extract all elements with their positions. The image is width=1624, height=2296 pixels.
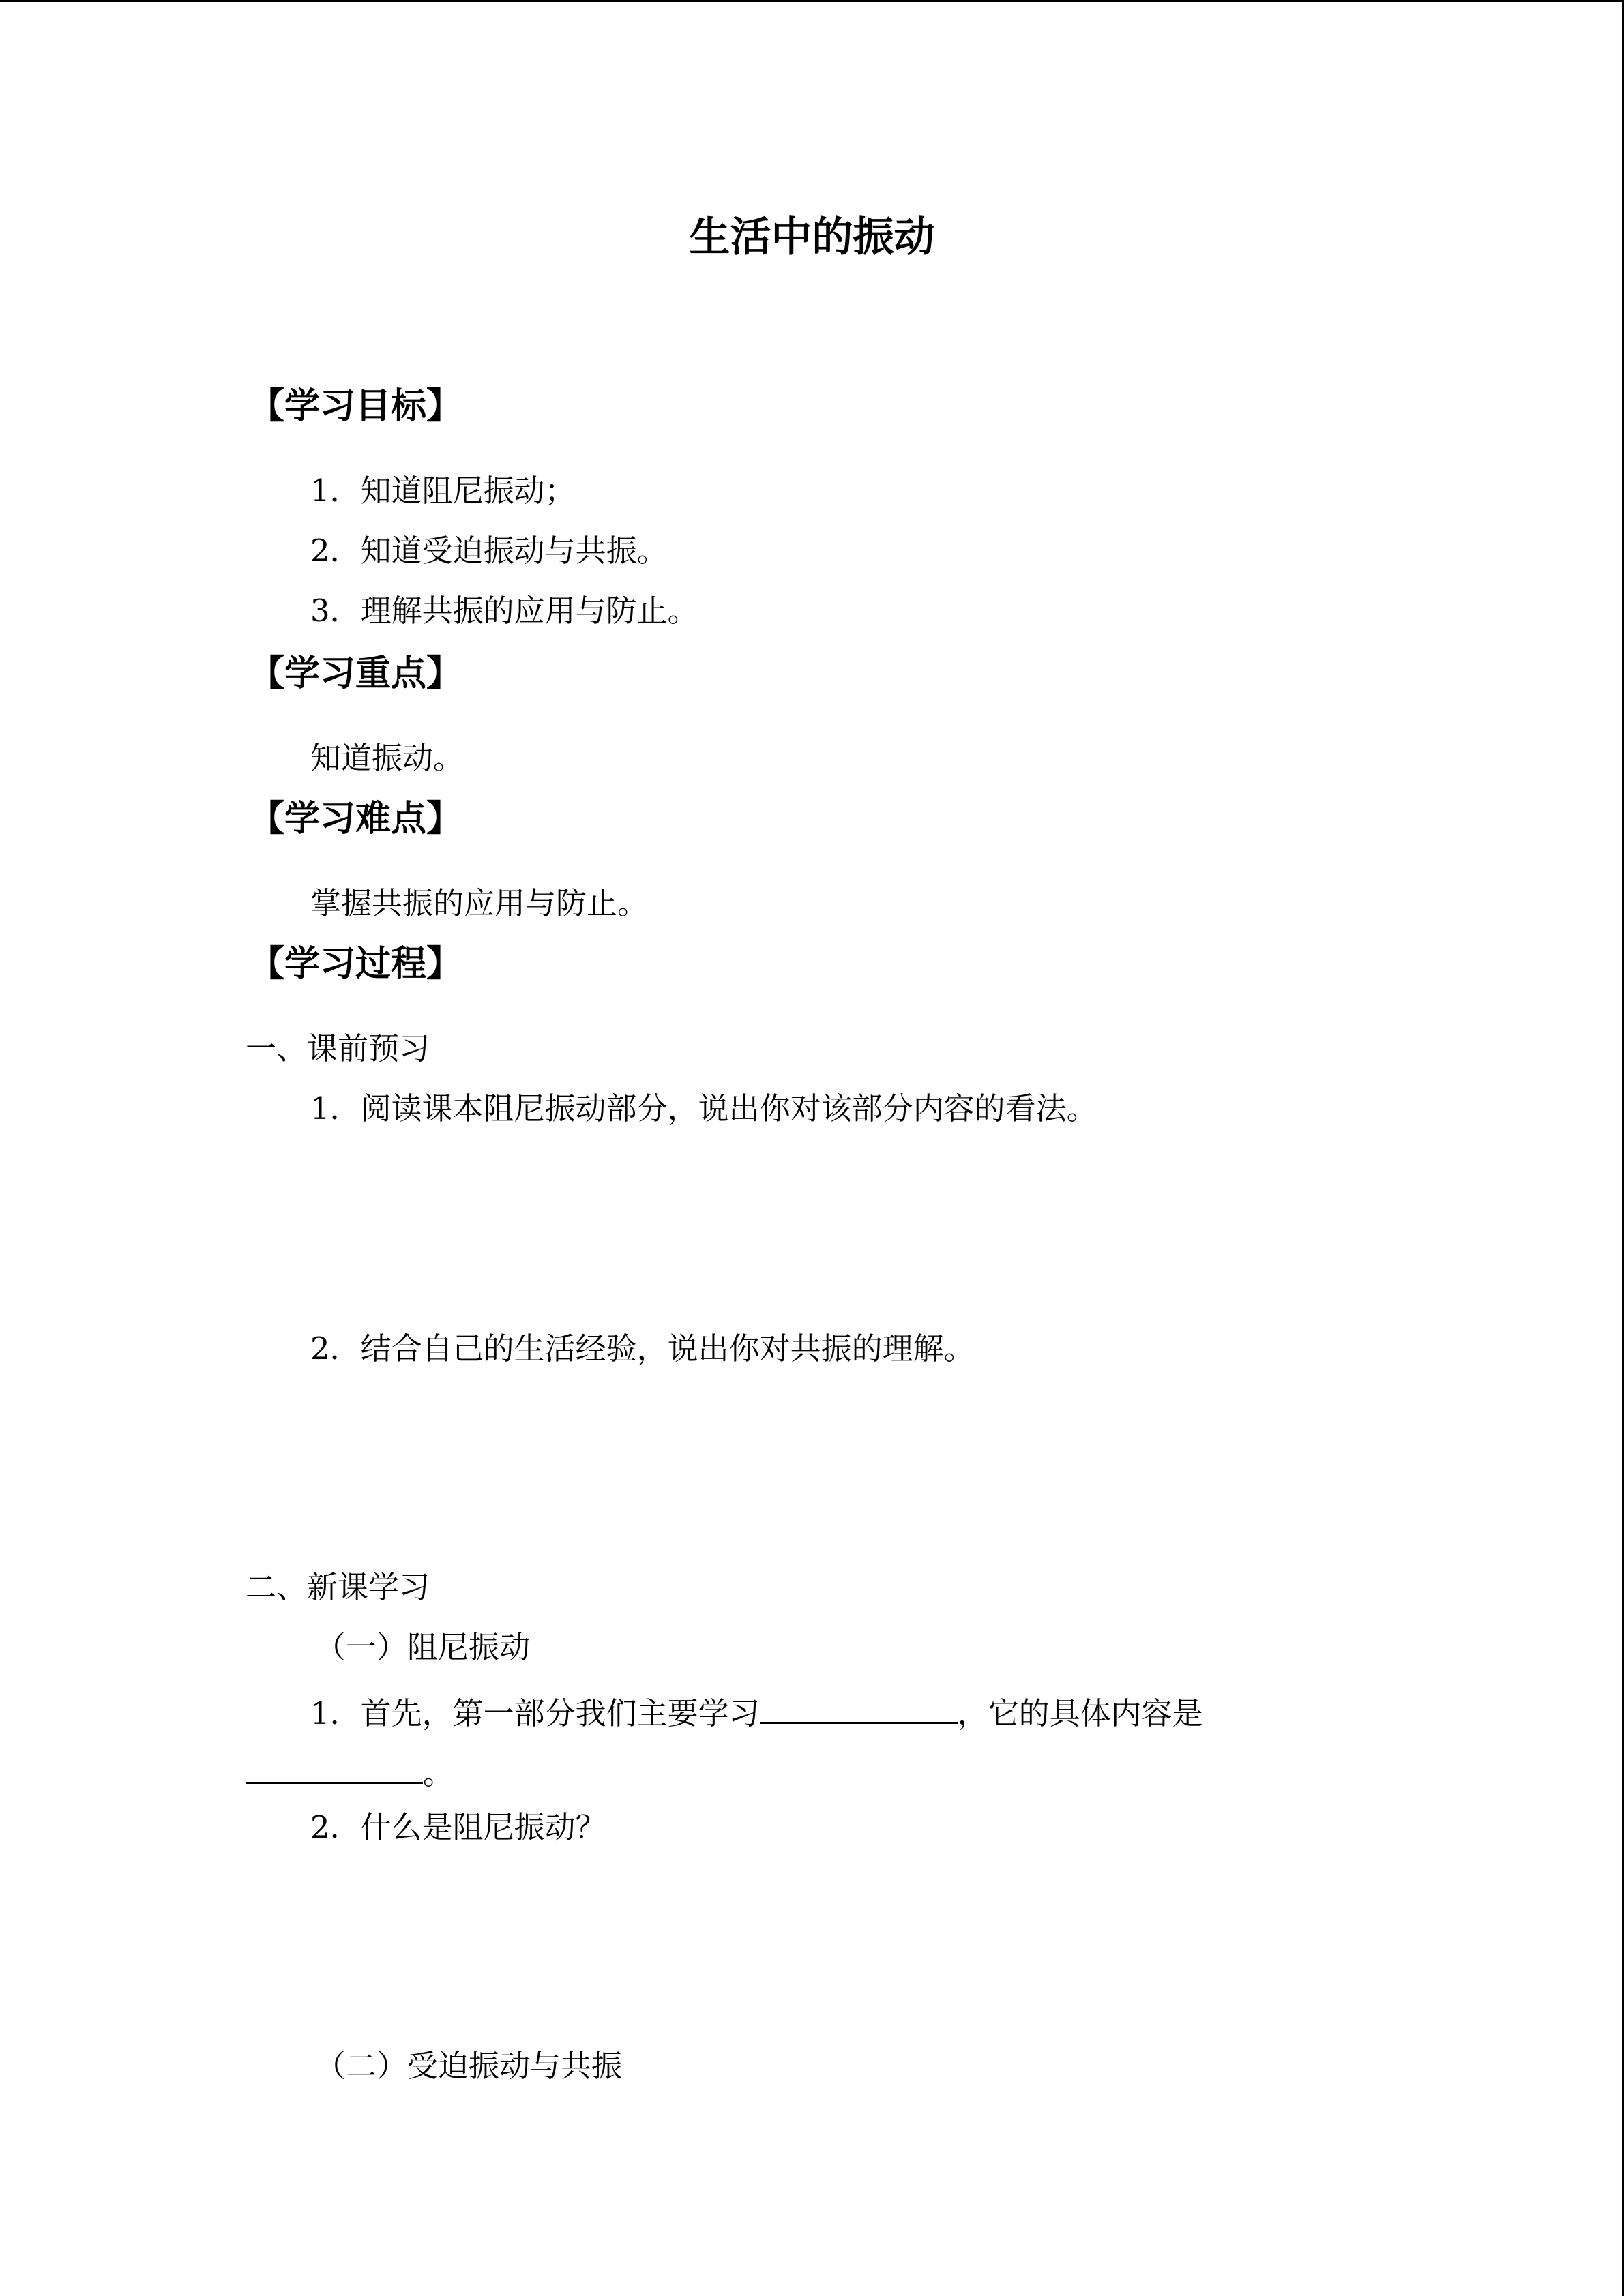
objective-item-2: 2．知道受迫振动与共振。 [310, 533, 668, 569]
question-1-continuation [246, 1752, 454, 1789]
preview-label: 一、课前预习 [246, 1030, 430, 1067]
key-points-heading: 【学习重点】 [249, 653, 462, 694]
preview-item-1: 1．阅读课本阻尼振动部分，说出你对该部分内容的看法。 [310, 1090, 1097, 1127]
objective-item-1: 1．知道阻尼振动； [310, 473, 576, 509]
process-heading: 【学习过程】 [249, 944, 462, 985]
document-title: 生活中的振动 [689, 213, 935, 261]
question-1-end: 。 [423, 1755, 454, 1791]
difficulties-text: 掌握共振的应用与防止。 [310, 885, 649, 921]
key-points-text: 知道振动。 [310, 740, 464, 776]
part1-label: （一）阻尼振动 [315, 1629, 531, 1665]
page-top-border [0, 0, 1624, 2]
new-lesson-label: 二、新课学习 [246, 1569, 430, 1605]
question-2: 2．什么是阻尼振动？ [310, 1809, 606, 1845]
part2-label: （二）受迫振动与共振 [315, 2048, 623, 2084]
objective-item-3: 3．理解共振的应用与防止。 [310, 593, 698, 629]
preview-item-2: 2．结合自己的生活经验，说出你对共振的理解。 [310, 1330, 975, 1367]
question-1-prefix: 1．首先，第一部分我们主要学习 [310, 1695, 760, 1731]
difficulties-heading: 【学习难点】 [249, 799, 462, 839]
objectives-heading: 【学习目标】 [249, 386, 462, 427]
fill-blank-1[interactable] [760, 1692, 958, 1724]
question-1-middle: ，它的具体内容是 [957, 1695, 1203, 1731]
fill-blank-2[interactable] [246, 1752, 423, 1784]
question-1-line [310, 1692, 1203, 1729]
